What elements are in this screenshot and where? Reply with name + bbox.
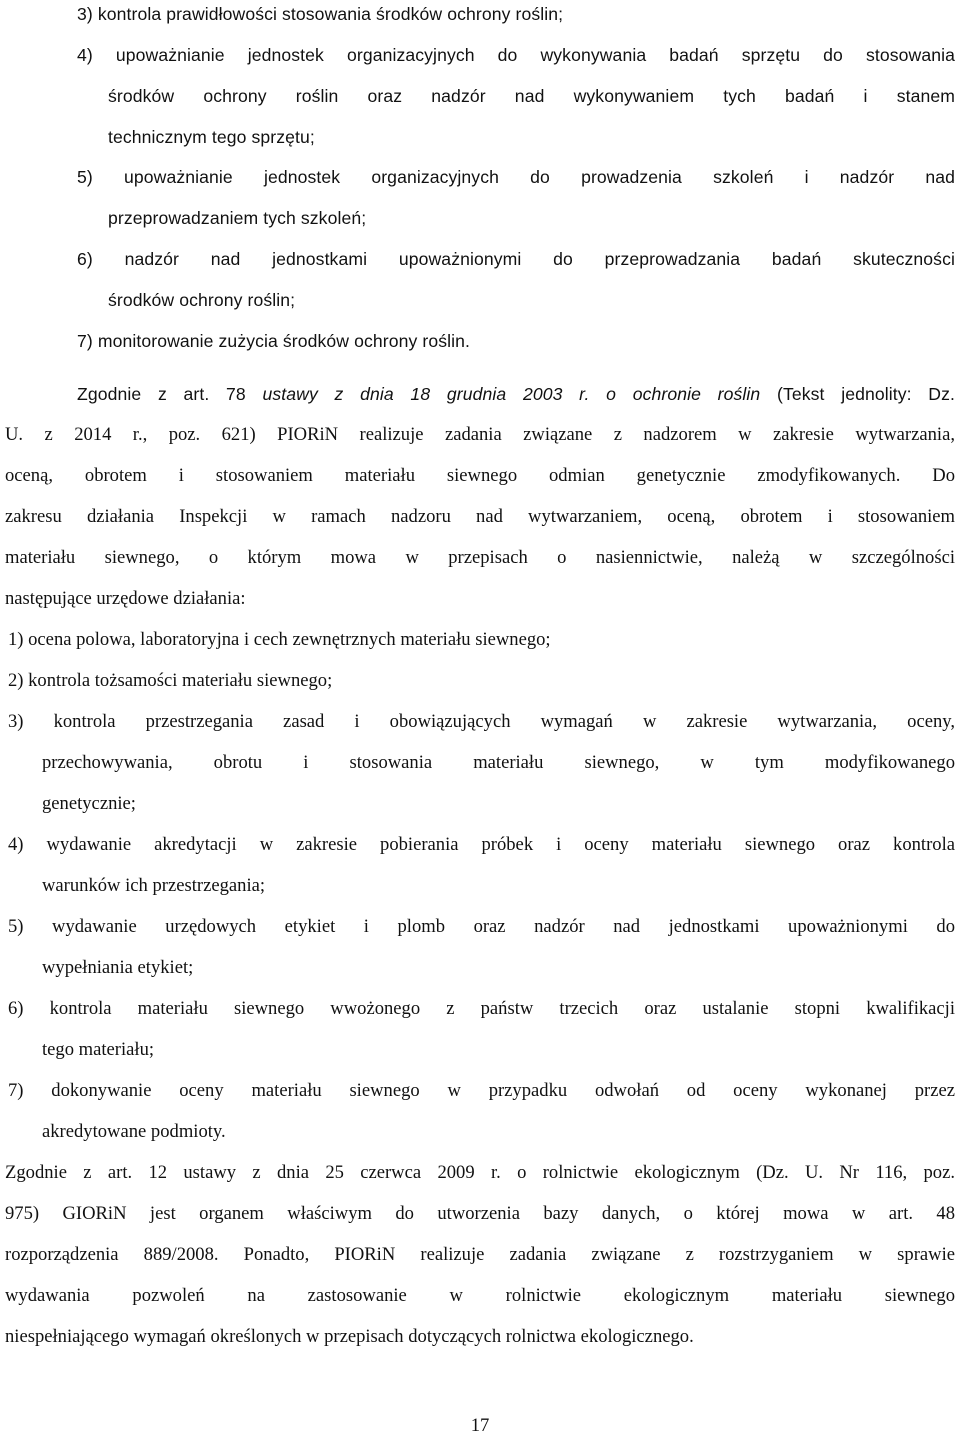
paragraph-line bbox=[77, 382, 955, 406]
list-item-continuation: przeprowadzaniem tych szkoleń; bbox=[108, 208, 367, 228]
list-item: 1) ocena polowa, laboratoryjna i cech zewnętrznych materiału siewnego; bbox=[8, 629, 551, 650]
list-item-continuation: przechowywania, obrotu i stosowania materiału siewnego, w tym modyfikowanego bbox=[42, 752, 955, 773]
list-item: 7) monitorowanie zużycia środków ochrony roślin. bbox=[77, 331, 471, 351]
list-item: 5) upoważnianie jednostek organizacyjnych do prowadzenia szkoleń i nadzór nad bbox=[77, 167, 955, 187]
list-item-continuation: technicznym tego sprzętu; bbox=[108, 127, 315, 147]
list-item-continuation: środków ochrony roślin oraz nadzór nad wykonywaniem tych badań i stanem bbox=[108, 86, 955, 106]
paragraph-line: następujące urzędowe działania: bbox=[5, 588, 246, 609]
page-number: 17 bbox=[470, 1415, 490, 1436]
list-item: 6) kontrola materiału siewnego wwożonego z państw trzecich oraz ustalanie stopni kwalifikacji bbox=[8, 998, 955, 1019]
list-item-continuation: wypełniania etykiet; bbox=[42, 957, 194, 978]
paragraph-line: rozporządzenia 889/2008. Ponadto, PIORiN realizuje zadania związane z rozstrzyganiem w sprawie bbox=[5, 1244, 955, 1265]
list-item-continuation: środków ochrony roślin; bbox=[108, 290, 296, 310]
list-item-continuation: warunków ich przestrzegania; bbox=[42, 875, 266, 896]
list-item: 4) upoważnianie jednostek organizacyjnych do wykonywania badań sprzętu do stosowania bbox=[77, 45, 955, 65]
paragraph-line: wydawania pozwoleń na zastosowanie w rolnictwie ekologicznym materiału siewnego bbox=[5, 1285, 955, 1306]
paragraph-line: Zgodnie z art. 12 ustawy z dnia 25 czerwca 2009 r. o rolnictwie ekologicznym (Dz. U. Nr 116, poz. bbox=[5, 1162, 955, 1183]
list-item-continuation: tego materiału; bbox=[42, 1039, 155, 1060]
list-item: 3) kontrola przestrzegania zasad i obowiązujących wymagań w zakresie wytwarzania, oceny, bbox=[8, 711, 955, 732]
list-item: 3) kontrola prawidłowości stosowania środków ochrony roślin; bbox=[77, 4, 564, 24]
text: Zgodnie z art. 78 bbox=[77, 384, 263, 404]
paragraph-line: U. z 2014 r., poz. 621) PIORiN realizuje zadania związane z nadzorem w zakresie wytwarzania, bbox=[5, 424, 955, 445]
list-item: 2) kontrola tożsamości materiału siewnego; bbox=[8, 670, 333, 691]
paragraph-line: zakresu działania Inspekcji w ramach nadzoru nad wytwarzaniem, oceną, obrotem i stosowaniem bbox=[5, 506, 955, 527]
act-title: ustawy z dnia 18 grudnia 2003 r. o ochronie roślin bbox=[262, 384, 761, 404]
list-item: 7) dokonywanie oceny materiału siewnego w przypadku odwołań od oceny wykonanej przez bbox=[8, 1080, 955, 1101]
text: (Tekst jednolity: Dz. bbox=[760, 384, 955, 404]
list-item-continuation: genetycznie; bbox=[42, 793, 136, 814]
paragraph-line: niespełniającego wymagań określonych w przepisach dotyczących rolnictwa ekologicznego. bbox=[5, 1326, 694, 1347]
list-item-continuation: akredytowane podmioty. bbox=[42, 1121, 226, 1142]
paragraph-line: materiału siewnego, o którym mowa w przepisach o nasiennictwie, należą w szczególności bbox=[5, 547, 955, 568]
list-item: 5) wydawanie urzędowych etykiet i plomb oraz nadzór nad jednostkami upoważnionymi do bbox=[8, 916, 955, 937]
list-item: 6) nadzór nad jednostkami upoważnionymi do przeprowadzania badań skuteczności bbox=[77, 249, 955, 269]
list-item: 4) wydawanie akredytacji w zakresie pobierania próbek i oceny materiału siewnego oraz kontrola bbox=[8, 834, 955, 855]
paragraph-line: oceną, obrotem i stosowaniem materiału siewnego odmian genetycznie zmodyfikowanych. Do bbox=[5, 465, 955, 486]
paragraph-line: 975) GIORiN jest organem właściwym do utworzenia bazy danych, o której mowa w art. 48 bbox=[5, 1203, 955, 1224]
